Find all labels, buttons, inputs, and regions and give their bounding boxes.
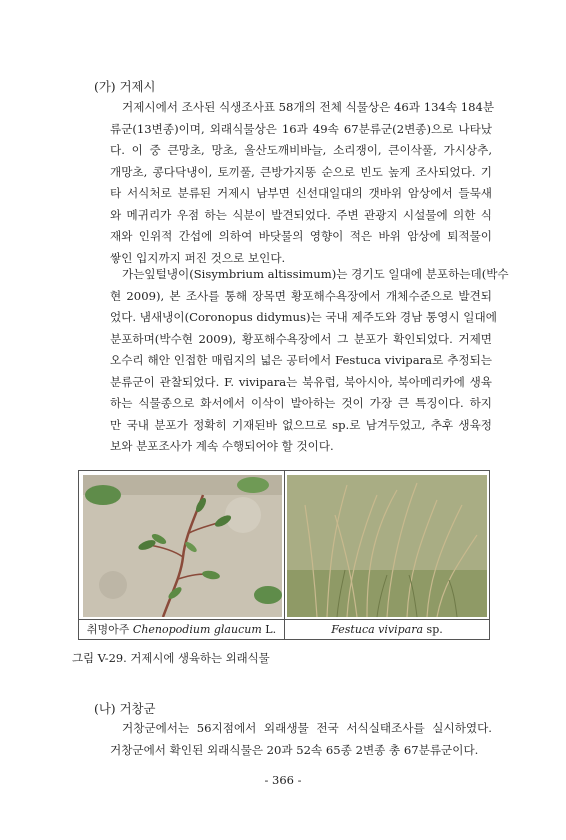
- caption-author: L.: [265, 623, 277, 636]
- text-line: 거창군에서 확인된 외래식물은 20과 52속 65종 2변종 총 67분류군이다.: [110, 742, 479, 757]
- caption-chenopodium-glaucum: [79, 620, 284, 640]
- text-line: 다. 이 중 큰망초, 망초, 울산도깨비바늘, 소리쟁이, 큰이삭풀, 가시상추,: [110, 143, 492, 157]
- figure-alien-plants-geoje: [78, 470, 490, 640]
- text-line: 현 2009), 본 조사를 통해 장목면 황포해수욕장에서 개체수준으로 발견되: [110, 288, 492, 303]
- text-line: 오수리 해안 인접한 매립지의 넓은 공터에서 Festuca vivipara로 추정되는: [110, 353, 492, 367]
- text-line: 분포하며(박수현 2009), 황포해수욕장에서 그 분포가 확인되었다. 거제면: [110, 331, 492, 346]
- figure-caption-row: [79, 619, 489, 640]
- text-line: 분류군이 관찰되었다. F. vivipara는 북유럽, 북아시아, 북아메리카에 생육: [110, 374, 492, 389]
- photo-chenopodium-glaucum: [83, 475, 282, 617]
- caption-korean-name: 취명아주: [86, 623, 130, 636]
- text-line: 거창군에서는 56지점에서 외래생물 전국 서식실태조사를 실시하였다.: [122, 721, 492, 735]
- text-line: 가는잎털냉이(Sisymbrium altissimum)는 경기도 일대에 분포하는데(박수: [122, 267, 509, 281]
- text-line: 타 서식처로 분류된 거제시 남부면 신선대일대의 갯바위 암상에서 들묵새: [110, 186, 492, 200]
- text-line: 었다. 냄새냉이(Coronopus didymus)는 국내 제주도와 경남 통영시 일대에: [110, 310, 497, 324]
- text-line: 만 국내 분포가 정확히 기재된바 없으므로 sp.로 남겨두었고, 추후 생육정: [110, 417, 492, 432]
- section-heading-geochang: (나) 거창군: [94, 701, 156, 716]
- page-number: - 366 -: [264, 773, 302, 787]
- text-line: 거제시에서 조사된 식생조사표 58개의 전체 식물상은 46과 134속 184분: [122, 100, 495, 114]
- section-heading-geoje: (가) 거제시: [94, 79, 156, 94]
- caption-latin-name: Chenopodium glaucum: [132, 623, 262, 636]
- text-line: 보와 분포조사가 계속 수행되어야 할 것이다.: [110, 439, 334, 453]
- caption-suffix: sp.: [426, 623, 443, 636]
- text-line: 쌓인 입지까지 퍼진 것으로 보인다.: [110, 250, 286, 265]
- text-line: 하는 식물종으로 화서에서 이삭이 발아하는 것이 가장 큰 특징이다. 하지: [110, 396, 492, 410]
- text-line: 개망초, 콩다닥냉이, 토끼풀, 큰방가지똥 순으로 빈도 높게 조사되었다. 기: [110, 164, 492, 179]
- text-line: 와 메귀리가 우점 하는 식분이 발견되었다. 주변 관광지 시설물에 의한 식: [110, 207, 492, 222]
- caption-latin-name: Festuca vivipara: [331, 623, 424, 636]
- caption-festuca-vivipara: [285, 620, 489, 640]
- figure-title: 그림 V-29. 거제시에 생육하는 외래식물: [72, 651, 270, 665]
- text-line: 류군(13변종)이며, 외래식물상은 16과 49속 67분류군(2변종)으로 나타났: [110, 121, 492, 136]
- geochang-paragraph-1: [110, 718, 492, 761]
- photo-festuca-vivipara: [287, 475, 487, 617]
- text-line: 재와 인위적 간섭에 의하여 바닷물의 영향이 적은 바위 암상에 퇴적물이: [110, 229, 492, 243]
- geoje-paragraph-1: [110, 97, 495, 269]
- figure-divider: [284, 471, 285, 639]
- geoje-paragraph-2: [110, 264, 509, 458]
